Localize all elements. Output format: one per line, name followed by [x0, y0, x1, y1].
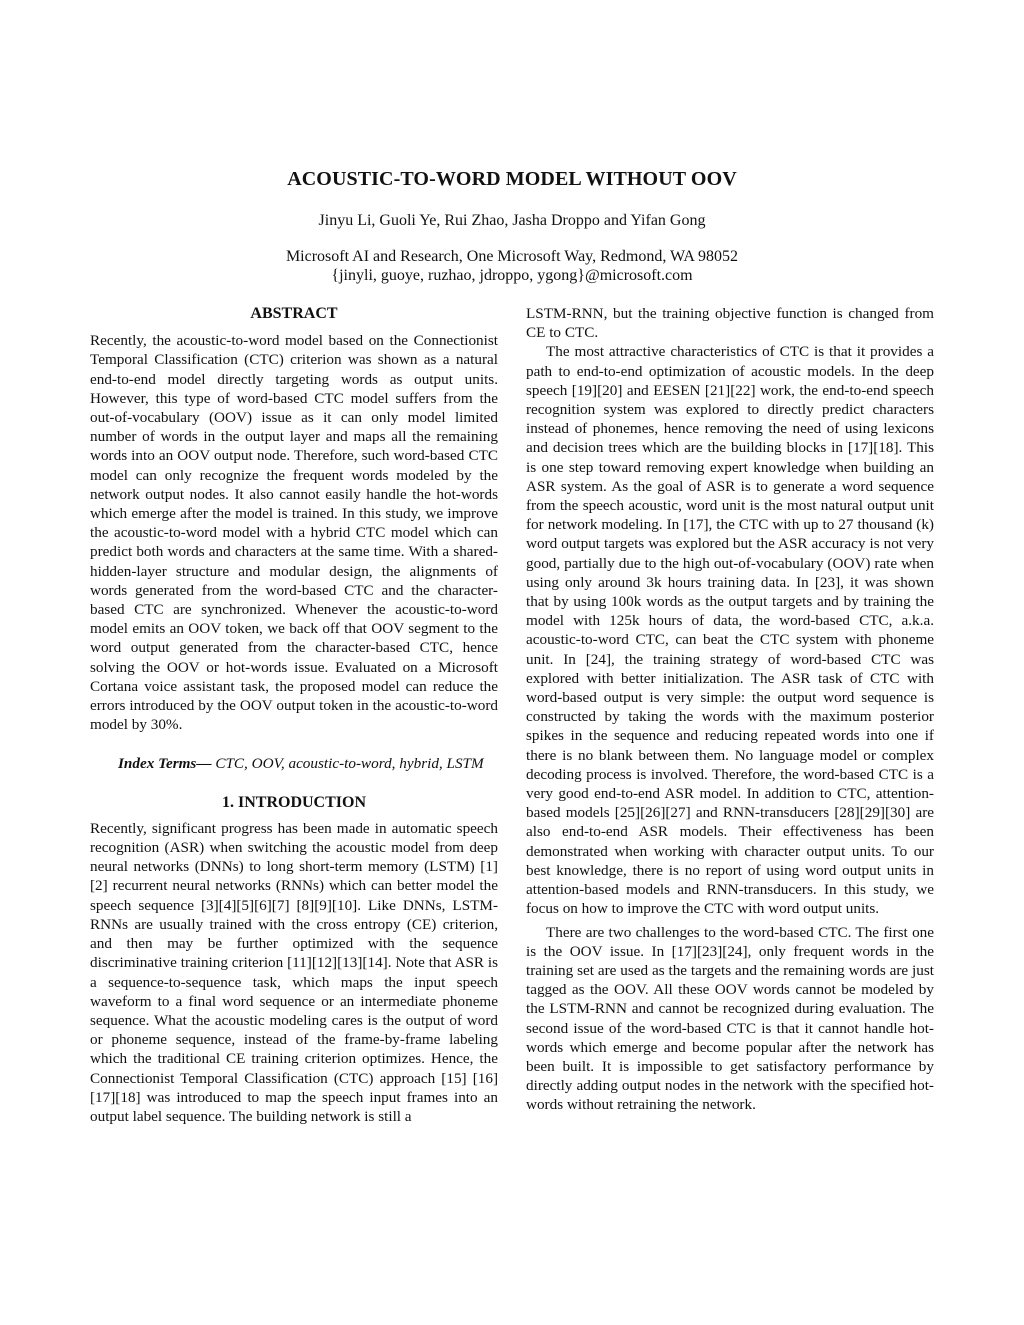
abstract-text: Recently, the acoustic-to-word model based on the Connectionist Temporal Classification (CTC) criterion was shown as a natural end-to-end model directly targeting words as output units. However, this type of word-based CTC model suffers from the out-of-vocabulary (OOV) issue as it can only model limited number of words in the output layer and maps all the remaining words into an OOV output node. Therefore, such word-based CTC model can only recognize the frequent words modeled by the network output nodes. It also cannot easily handle the hot-words which emerge after the model is trained. In this study, we improve the acoustic-to-word model with a hybrid CTC model which can predict both words and characters at the same time. With a shared-hidden-layer structure and modular design, the alignments of words generated from the word-based CTC and the character-based CTC are synchronized. Whenever the acoustic-to-word model emits an OOV token, we back off that OOV segment to the word output generated from the character-based CTC, hence solving the OOV or hot-words issue. Evaluated on a Microsoft Cortana voice assistant task, the proposed model can reduce the errors introduced by the OOV output token in the acoustic-to-word model by 30%.: [90, 332, 498, 734]
paper-affiliation: [0, 247, 1024, 285]
index-terms-label: Index Terms—: [118, 755, 212, 773]
intro-paragraph-3: There are two challenges to the word-based CTC. The first one is the OOV issue. In [17][23][24], only frequent words in the training set are used as the targets and the remaining words are just tagged as the OOV. All these OOV words cannot be modeled by the LSTM-RNN and cannot be recognized during evaluation. The second issue of the word-based CTC is that it cannot handle hot-words which emerge and become popular after the network has been built. It is impossible to get satisfactory performance by directly adding output nodes in the network with the specified hot-words without retraining the network.: [526, 923, 934, 1114]
abstract-heading: ABSTRACT: [250, 305, 338, 322]
left-column: [90, 304, 498, 1126]
paper-title: ACOUSTIC-TO-WORD MODEL WITHOUT OOV: [287, 168, 737, 190]
index-terms: [90, 754, 498, 773]
right-column: [526, 304, 934, 1115]
affiliation-emails: {jinyli, guoye, ruzhao, jdroppo, ygong}@microsoft.com: [331, 267, 693, 284]
intro-paragraph-1-part-2: LSTM-RNN, but the training objective function is changed from CE to CTC.: [526, 305, 934, 342]
intro-paragraph-2: The most attractive characteristics of CTC is that it provides a path to end-to-end optimization of acoustic models. In the deep speech [19][20] and EESEN [21][22] work, the end-to-end speech recognition system was explored to directly predict characters instead of phonemes, hence removing the need of using lexicons and decision trees which are the building blocks in [17][18]. This is one step toward removing expert knowledge when building an ASR system. As the goal of ASR is to generate a word sequence from the speech acoustic, word unit is the most natural output unit for network modeling. In [17], the CTC with up to 27 thousand (k) word output targets was explored but the ASR accuracy is not very good, partially due to the high out-of-vocabulary (OOV) rate when using only around 3k hours training data. In [23], it was shown that by using 100k words as the output targets and by training the model with 125k hours of data, the word-based CTC, a.k.a. acoustic-to-word CTC, can beat the CTC system with phoneme unit. In [24], the training strategy of word-based CTC was explored with better initialization. The ASR task of CTC with word-based output is very simple: the output word sequence is constructed by taking the words with the maximum posterior spikes in the sequence and reducing repeated words into one if there is no blank between them. No language model or complex decoding process is involved. Therefore, the word-based CTC is a very good end-to-end ASR model. In addition to CTC, attention-based models [25][26][27] and RNN-transducers [28][29][30] are also end-to-end ASR models. Their effectiveness has been demonstrated when working with character output units. To our best knowledge, there is no report of using word output units in attention-based models and RNN-transducers. In this study, we focus on how to improve the CTC with word output units.: [526, 343, 934, 918]
affiliation-address: Microsoft AI and Research, One Microsoft Way, Redmond, WA 98052: [285, 248, 739, 265]
intro-paragraph-1-part-1: Recently, significant progress has been made in automatic speech recognition (ASR) when switching the acoustic model from deep neural networks (DNNs) to long short-term memory (LSTM) [1][2] recurrent neural networks (RNNs) which can better model the speech sequence [3][4][5][6][7] [8][9][10]. Like DNNs, LSTM-RNNs are usually trained with the cross entropy (CE) criterion, and then may be further optimized with the sequence discriminative training criterion [11][12][13][14]. Note that ASR is a sequence-to-sequence task, which maps the input speech waveform to a final word sequence or an intermediate phoneme sequence. What the acoustic modeling cares is the output of word or phoneme sequence, instead of the frame-by-frame labeling which the traditional CE training criterion optimizes. Hence, the Connectionist Temporal Classification (CTC) approach [15] [16][17][18] was introduced to map the speech input frames into an output label sequence. The building network is still a: [90, 819, 498, 1125]
paper-authors: Jinyu Li, Guoli Ye, Rui Zhao, Jasha Droppo and Yifan Gong: [318, 212, 706, 229]
introduction-heading: 1. INTRODUCTION: [221, 793, 366, 811]
index-terms-list: CTC, OOV, acoustic-to-word, hybrid, LSTM: [211, 755, 484, 773]
